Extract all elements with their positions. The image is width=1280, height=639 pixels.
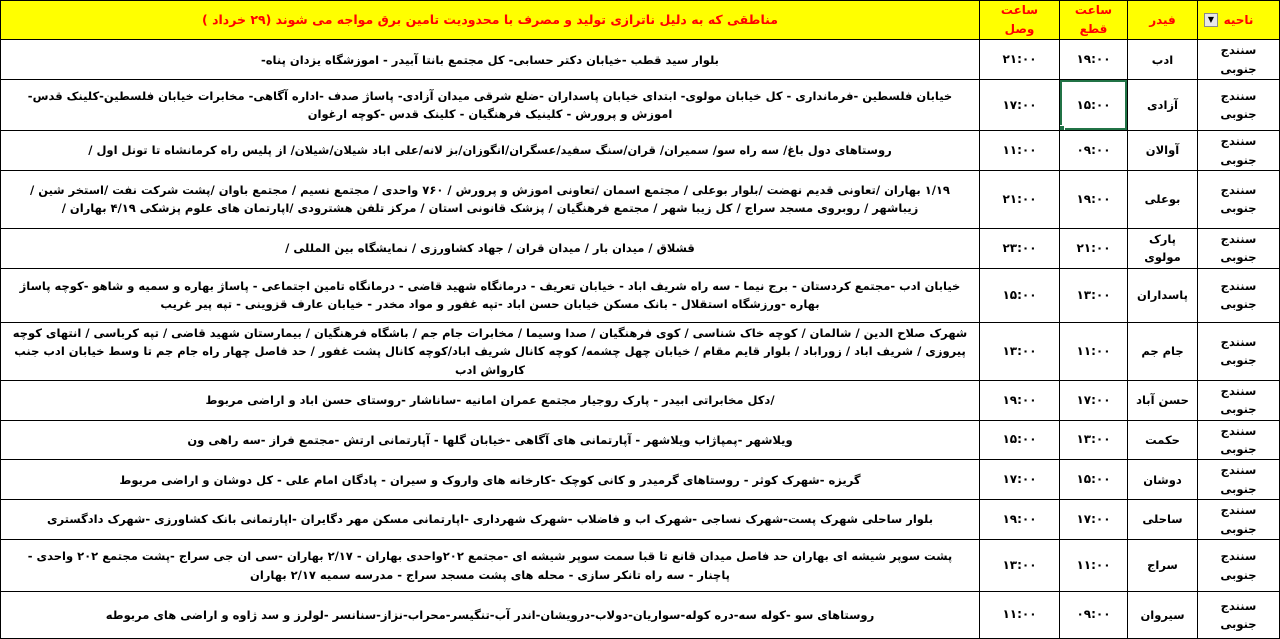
disconnect-time-cell[interactable]: ۱۵:۰۰ [1060, 460, 1128, 500]
areas-cell[interactable]: گریزه -شهرک کوثر - روستاهای گرمیدر و کانی کوچک -کارخانه های واروک و سیران - پادگان امام علی - کل دوشان و اراضی مربوط [1, 460, 980, 500]
areas-cell[interactable]: ویلاشهر -پمپاژاب ویلاشهر - آپارتمانی های آگاهی -خیابان گلها - آپارتمانی ارتش -مجتمع فراز -سه راهی ون [1, 420, 980, 460]
reconnect-time-cell[interactable]: ۲۳:۰۰ [980, 228, 1060, 268]
feeder-cell[interactable]: ادب [1128, 40, 1198, 80]
table-title: مناطقی که به دلیل ناترازی تولید و مصرف با محدودیت تامین برق مواجه می شوند (۲۹ خرداد ) [1, 1, 980, 40]
table-row [1, 131, 1280, 171]
table-row [1, 228, 1280, 268]
reconnect-time-cell[interactable]: ۱۳:۰۰ [980, 322, 1060, 380]
region-cell[interactable]: سنندج جنوبی [1198, 268, 1280, 322]
table-row [1, 592, 1280, 639]
disconnect-time-cell[interactable]: ۱۵:۰۰ [1060, 80, 1128, 131]
feeder-cell[interactable]: بوعلی [1128, 170, 1198, 228]
autofilter-icon[interactable]: ▼ [1204, 13, 1218, 27]
feeder-cell[interactable]: سیروان [1128, 592, 1198, 639]
region-cell[interactable]: سنندج جنوبی [1198, 170, 1280, 228]
region-cell[interactable]: سنندج جنوبی [1198, 40, 1280, 80]
areas-cell[interactable]: ۱/۱۹ بهاران /تعاونی قدیم نهضت /بلوار بوعلی / مجتمع اسمان /تعاونی اموزش و پرورش / ۷۶۰ واحدی / مجتمع نسیم / مجتمع باوان /پشت شرکت نفت /استخر شین / زیباشهر / روبروی مسجد سراج / کل زیبا شهر / مجتمع فرهنگیان / پزشک قانونی استان / مرکز تلفن هشترودی /اپارتمان های علوم پزشکی ۴/۱۹ بهاران / [1, 170, 980, 228]
region-header-label: ناحیه [1223, 12, 1254, 27]
reconnect-time-cell[interactable]: ۱۷:۰۰ [980, 460, 1060, 500]
feeder-cell[interactable]: پارک مولوی [1128, 228, 1198, 268]
feeder-cell[interactable]: حکمت [1128, 420, 1198, 460]
region-cell[interactable]: سنندج جنوبی [1198, 80, 1280, 131]
table-row [1, 268, 1280, 322]
table-row [1, 380, 1280, 420]
reconnect-time-cell[interactable]: ۱۹:۰۰ [980, 380, 1060, 420]
column-header-reconnect-time: ساعت وصل [980, 1, 1060, 40]
areas-cell[interactable]: شهرک صلاح الدین / شالمان / کوچه خاک شناسی / کوی فرهنگیان / صدا وسیما / مخابرات جام جم / باشگاه فرهنگیان / بیمارستان شهید قاضی / تپه کرباسی / انتهای کوچه پیروزی / شریف اباد / زوراباد / بلوار قایم مقام / خیابان چهل چشمه/ کوچه کانال شریف اباد/کوچه کانال پشت غفور / حد فاصل چهار راه جام جم تا وسط خیابان ادب جنب کارواش ادب [1, 322, 980, 380]
areas-cell[interactable]: قشلاق / میدان بار / میدان قران / جهاد کشاورزی / نمایشگاه بین المللی / [1, 228, 980, 268]
disconnect-time-cell[interactable]: ۱۷:۰۰ [1060, 380, 1128, 420]
reconnect-time-cell[interactable]: ۱۵:۰۰ [980, 268, 1060, 322]
header-row [1, 1, 1280, 40]
areas-cell[interactable]: خیابان ادب -مجتمع کردستان - برج نیما - سه راه شریف اباد - خیابان تعریف - درمانگاه شهید قاضی - درمانگاه تامین اجتماعی - پاساژ بهاره و سمیه و شاهو -کوچه پاساژ بهاره -ورزشگاه استقلال - بانک مسکن خیابان حسن اباد -تپه غفور و مواد مخدر - خیابان عارف قزوینی - تپه پیر غریب [1, 268, 980, 322]
reconnect-time-cell[interactable]: ۱۷:۰۰ [980, 80, 1060, 131]
table-body [1, 40, 1280, 639]
disconnect-time-cell[interactable]: ۱۳:۰۰ [1060, 268, 1128, 322]
table-row [1, 500, 1280, 540]
table-row [1, 420, 1280, 460]
disconnect-time-cell[interactable]: ۰۹:۰۰ [1060, 131, 1128, 171]
disconnect-time-cell[interactable]: ۱۹:۰۰ [1060, 170, 1128, 228]
region-cell[interactable]: سنندج جنوبی [1198, 322, 1280, 380]
disconnect-time-cell[interactable]: ۲۱:۰۰ [1060, 228, 1128, 268]
region-cell[interactable]: سنندج جنوبی [1198, 131, 1280, 171]
table-row [1, 170, 1280, 228]
reconnect-time-cell[interactable]: ۱۳:۰۰ [980, 540, 1060, 592]
table-row [1, 460, 1280, 500]
table-row [1, 40, 1280, 80]
reconnect-time-cell[interactable]: ۱۵:۰۰ [980, 420, 1060, 460]
areas-cell[interactable]: روستاهای سو -کوله سه-دره کوله-سواریان-دولاب-درویشان-اندر آب-تنگیسر-محراب-نزاز-سنانسر -لولرز و سد ژاوه و اراضی های مربوطه [1, 592, 980, 639]
disconnect-time-cell[interactable]: ۱۳:۰۰ [1060, 420, 1128, 460]
region-cell[interactable]: سنندج جنوبی [1198, 500, 1280, 540]
areas-cell[interactable]: بلوار سید قطب -خیابان دکتر حسابی- کل مجتمع بانتا آبیدر - اموزشگاه یزدان پناه- [1, 40, 980, 80]
feeder-cell[interactable]: جام جم [1128, 322, 1198, 380]
region-cell[interactable]: سنندج جنوبی [1198, 592, 1280, 639]
areas-cell[interactable]: پشت سوپر شیشه ای بهاران حد فاصل میدان قانع تا قبا سمت سوپر شیشه ای -مجتمع ۲۰۲واحدی بهاران - ۲/۱۷ بهاران -سی ان جی سراج -پشت مجتمع ۲۰۲ واحدی - پاچنار - سه راه تانکر سازی - محله های پشت مسجد سراج - مدرسه سمیه ۲/۱۷ بهاران [1, 540, 980, 592]
feeder-cell[interactable]: آوالان [1128, 131, 1198, 171]
column-header-region [1198, 1, 1280, 40]
feeder-cell[interactable]: ساحلی [1128, 500, 1198, 540]
region-cell[interactable]: سنندج جنوبی [1198, 540, 1280, 592]
reconnect-time-cell[interactable]: ۲۱:۰۰ [980, 40, 1060, 80]
region-cell[interactable]: سنندج جنوبی [1198, 420, 1280, 460]
feeder-cell[interactable]: پاسداران [1128, 268, 1198, 322]
column-header-disconnect-time: ساعت قطع [1060, 1, 1128, 40]
reconnect-time-cell[interactable]: ۱۱:۰۰ [980, 131, 1060, 171]
reconnect-time-cell[interactable]: ۱۱:۰۰ [980, 592, 1060, 639]
areas-cell[interactable]: خیابان فلسطین -فرمانداری - کل خیابان مولوی- ابتدای خیابان پاسداران -ضلع شرقی میدان آزادی- پاساژ صدف -اداره آگاهی- مخابرات خیابان فلسطین-کلینک قدس- اموزش و پرورش - کلینیک فرهنگیان - کلینک قدس -کوچه ارغوان [1, 80, 980, 131]
feeder-cell[interactable]: دوشان [1128, 460, 1198, 500]
region-cell[interactable]: سنندج جنوبی [1198, 460, 1280, 500]
disconnect-time-cell[interactable]: ۱۷:۰۰ [1060, 500, 1128, 540]
areas-cell[interactable]: بلوار ساحلی شهرک پست-شهرک نساجی -شهرک اب و فاضلاب -شهرک شهرداری -اپارتمانی مسکن مهر دگایران -اپارتمانی بانک کشاورزی -شهرک دادگستری [1, 500, 980, 540]
feeder-cell[interactable]: سراج [1128, 540, 1198, 592]
reconnect-time-cell[interactable]: ۱۹:۰۰ [980, 500, 1060, 540]
table-row [1, 322, 1280, 380]
column-header-feeder: فیدر [1128, 1, 1198, 40]
disconnect-time-cell[interactable]: ۱۱:۰۰ [1060, 322, 1128, 380]
feeder-cell[interactable]: حسن آباد [1128, 380, 1198, 420]
disconnect-time-cell[interactable]: ۰۹:۰۰ [1060, 592, 1128, 639]
disconnect-time-cell[interactable]: ۱۱:۰۰ [1060, 540, 1128, 592]
areas-cell[interactable]: /دکل مخابراتی ابیدر - پارک روجیار مجتمع عمران امانیه -ساناشار -روستای حسن اباد و اراضی مربوط [1, 380, 980, 420]
table-row [1, 80, 1280, 131]
table-row [1, 540, 1280, 592]
reconnect-time-cell[interactable]: ۲۱:۰۰ [980, 170, 1060, 228]
feeder-cell[interactable]: آزادی [1128, 80, 1198, 131]
disconnect-time-cell[interactable]: ۱۹:۰۰ [1060, 40, 1128, 80]
areas-cell[interactable]: روستاهای دول باغ/ سه راه سو/ سمیران/ قران/سنگ سفید/عسگران/انگوزان/بز لانه/علی اباد شیلان/شیلان/ از پلیس راه کرمانشاه تا تونل اول / [1, 131, 980, 171]
region-cell[interactable]: سنندج جنوبی [1198, 228, 1280, 268]
region-cell[interactable]: سنندج جنوبی [1198, 380, 1280, 420]
